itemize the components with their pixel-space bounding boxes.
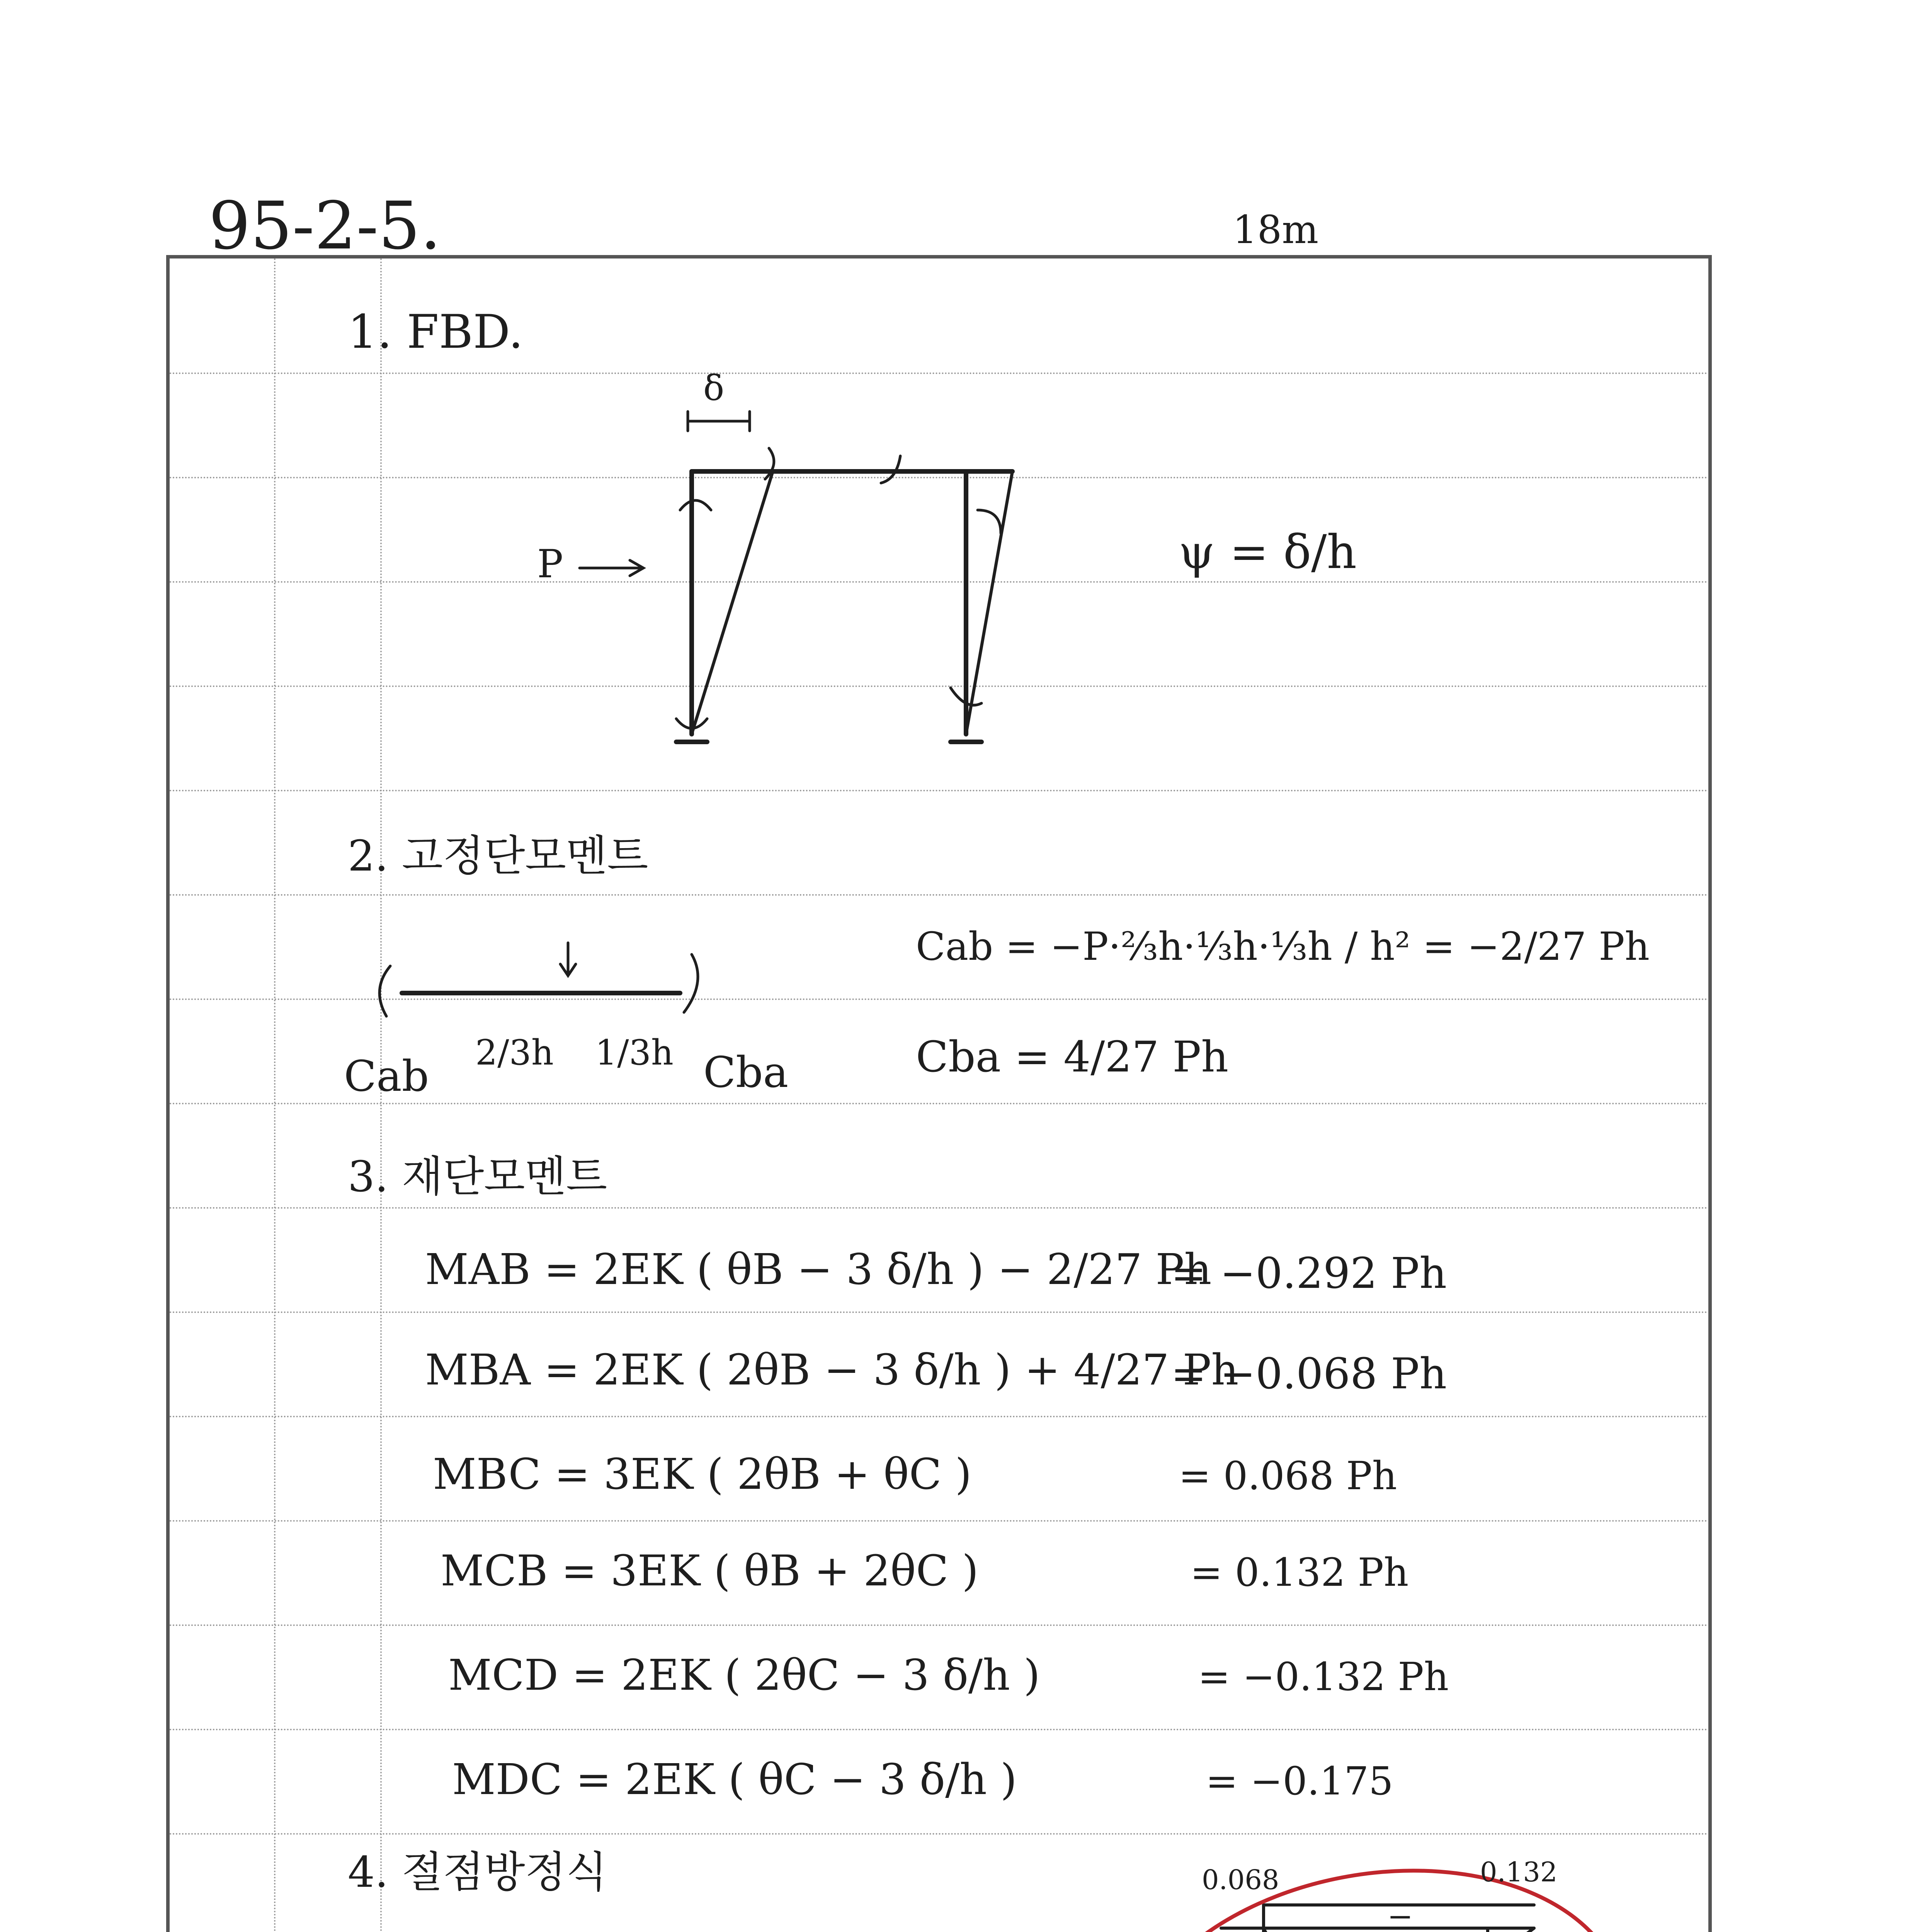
section4-title: 4. 절점방정식	[348, 1847, 607, 1897]
fem-cba-label: Cba	[703, 1048, 789, 1097]
section3-title: 3. 재단모멘트	[348, 1152, 607, 1201]
psi-equation: ψ = δ/h	[1179, 526, 1357, 579]
slope-deflection-row: MBA = 2EK ( 2θB − 3 δ/h ) + 4/27 Ph	[425, 1345, 1239, 1395]
slope-deflection-value: = 0.132 Ph	[1190, 1550, 1409, 1595]
section1-title: 1. FBD.	[348, 305, 524, 359]
fbd-load-label: P	[537, 541, 563, 587]
bmd-red-circle	[1100, 1833, 1651, 1932]
problem-number: 95-2-5.	[209, 188, 441, 264]
fbd-delta-label: δ	[703, 368, 725, 408]
bmd-value-top-right: 0.132	[1480, 1856, 1558, 1888]
fbd-frame	[580, 412, 1012, 742]
slope-deflection-value: = −0.175	[1206, 1759, 1393, 1804]
slope-deflection-row: MCD = 2EK ( 2θC − 3 δ/h )	[448, 1650, 1040, 1700]
slope-deflection-row: MCB = 3EK ( θB + 2θC )	[441, 1546, 979, 1595]
fem-seg1: 2/3h	[475, 1032, 554, 1073]
fem-beam-sketch	[379, 943, 698, 1016]
bmd-sign-minus: −	[1387, 1898, 1414, 1932]
bmd-value-top-left: 0.068	[1202, 1864, 1279, 1896]
fem-seg2: 1/3h	[595, 1032, 674, 1073]
bmd-sketch	[1221, 1905, 1534, 1932]
section2-title: 2. 고정단모멘트	[348, 831, 648, 881]
cab-equation: Cab = −P·⅔h·⅓h·⅓h / h² = −2/27 Ph	[916, 924, 1650, 969]
cba-equation: Cba = 4/27 Ph	[916, 1032, 1229, 1082]
slope-deflection-row: MAB = 2EK ( θB − 3 δ/h ) − 2/27 Ph	[425, 1245, 1212, 1294]
author-name: 18m	[1233, 207, 1319, 252]
slope-deflection-value: = −0.292 Ph	[1171, 1248, 1447, 1298]
slope-deflection-row: MDC = 2EK ( θC − 3 δ/h )	[452, 1755, 1017, 1804]
slope-deflection-value: = 0.068 Ph	[1179, 1453, 1397, 1498]
slope-deflection-value: = −0.132 Ph	[1198, 1654, 1449, 1699]
fem-cab-label: Cab	[344, 1051, 429, 1101]
slope-deflection-row: MBC = 3EK ( 2θB + θC )	[433, 1449, 972, 1499]
slope-deflection-value: = −0.068 Ph	[1171, 1349, 1447, 1398]
